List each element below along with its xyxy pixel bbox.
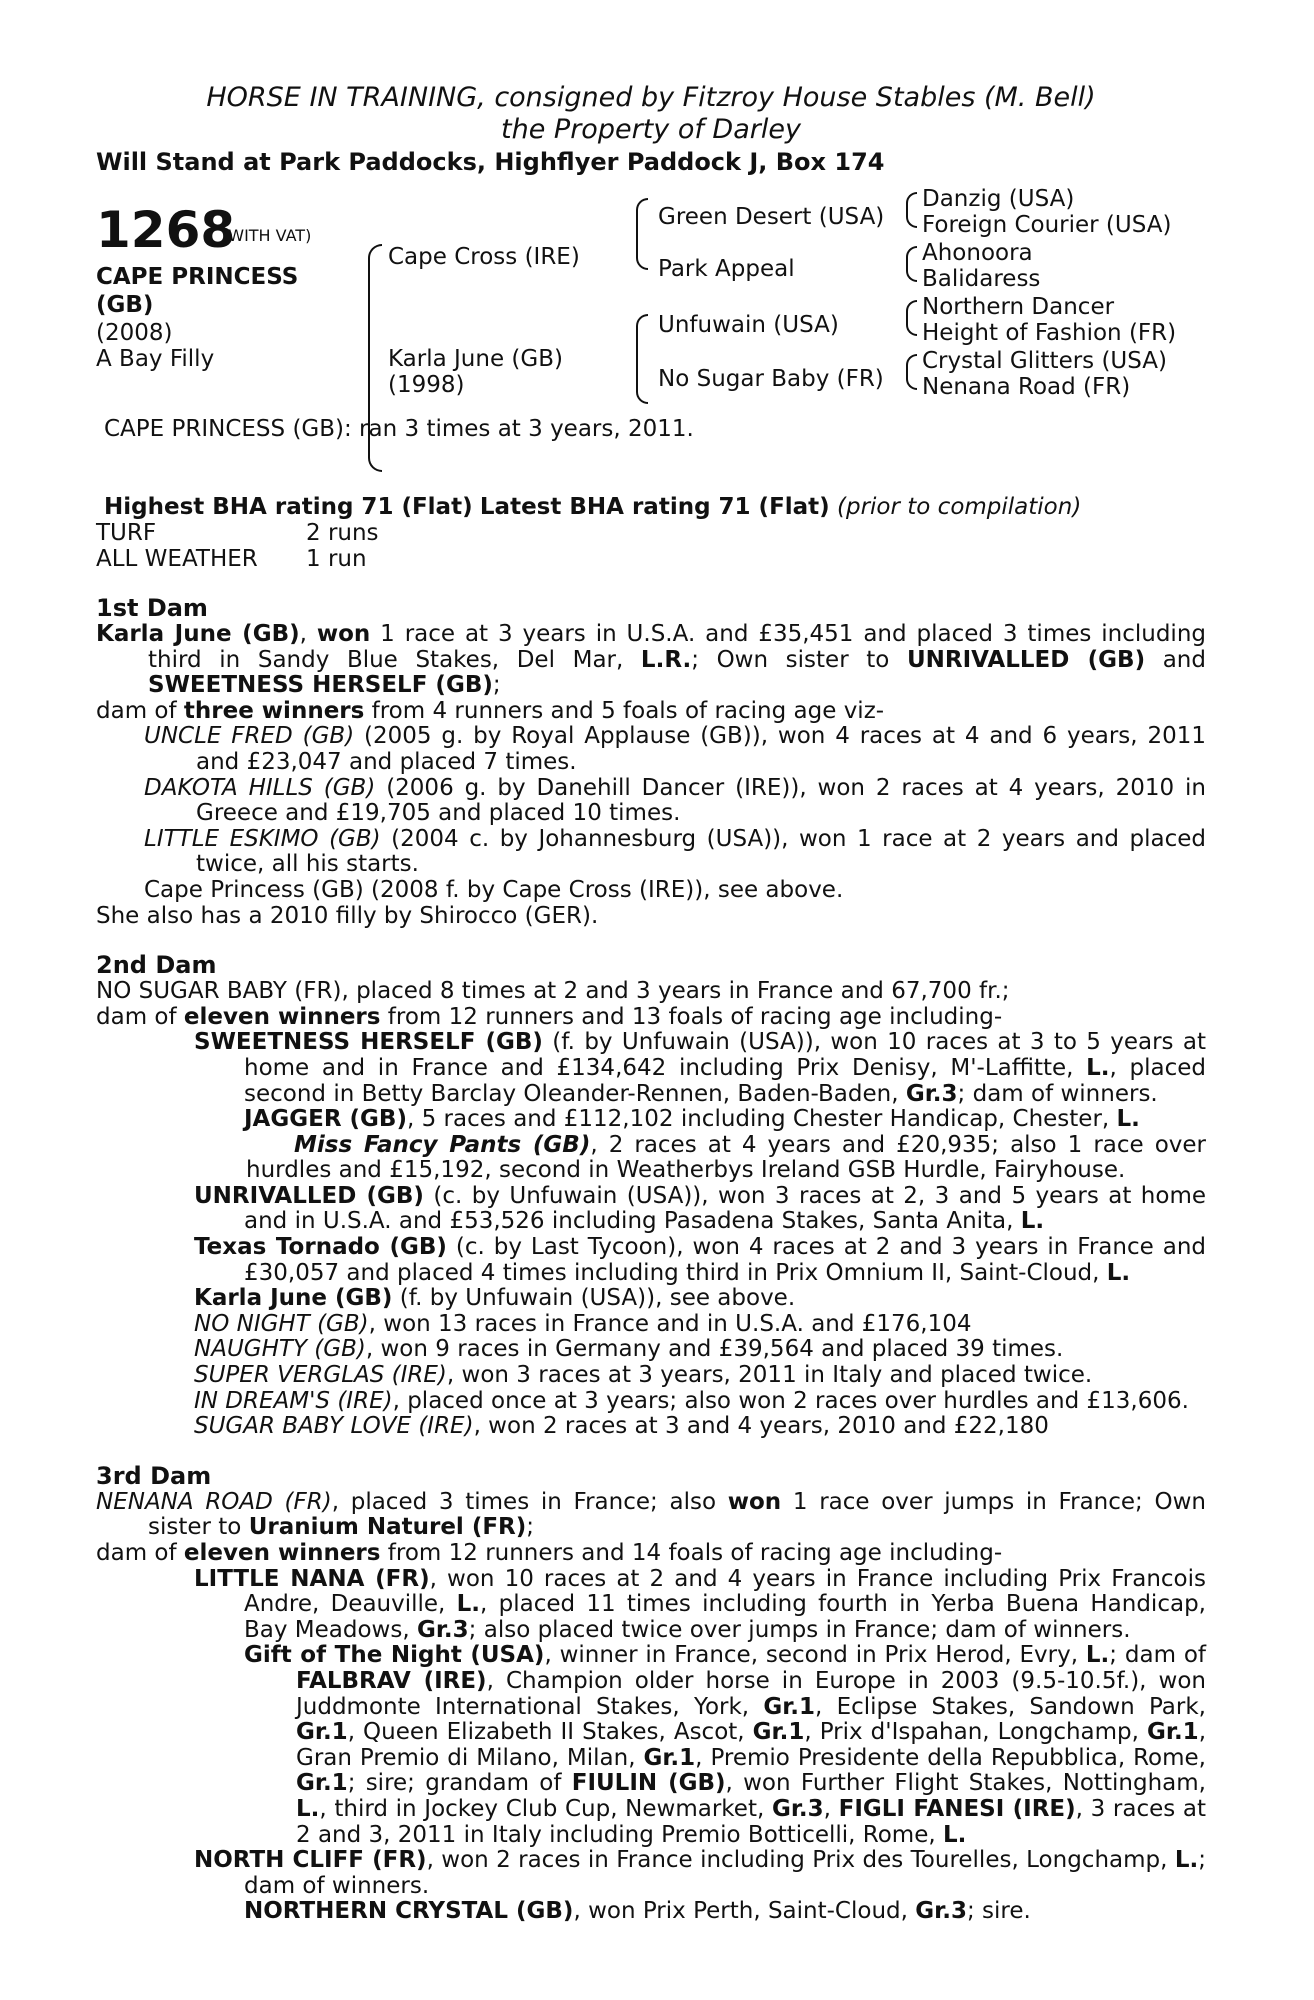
ggp-6: Height of Fashion (FR)	[922, 320, 1177, 346]
dam-of-rest: from 4 runners and 5 foals of racing age viz-	[364, 697, 885, 724]
turf-label: TURF	[96, 520, 157, 546]
gift-of-the-night-entry	[96, 1643, 1206, 1848]
turf-value: 2 runs	[306, 520, 379, 546]
offspring-1	[96, 724, 1206, 775]
offspring-2-name: DAKOTA HILLS (GB)	[144, 774, 376, 801]
miss-fancy-pants-entry	[96, 1133, 1206, 1184]
third-dam-produce	[96, 1541, 1206, 1567]
bracket-gg4	[906, 354, 917, 390]
sweetness-herself-entry	[96, 1030, 1206, 1107]
group-1: Gr.1	[296, 1719, 348, 1746]
aw-value: 1 run	[306, 546, 367, 572]
pedigree-block	[96, 186, 1206, 476]
listed: L.	[1116, 1106, 1140, 1133]
dam-of: dam of	[96, 1003, 184, 1030]
offspring-3-name: LITTLE ESKIMO (GB)	[144, 825, 381, 852]
texas-tornado: Texas Tornado (GB)	[194, 1234, 447, 1261]
bracket-gg1	[906, 192, 917, 228]
sugar-baby-love-entry	[96, 1414, 1206, 1440]
dam-record-text: 1 race at 3 years in U.S.A. and £35,451 and placed 3 times including third in Sandy Blue Stakes, Del Mar,	[148, 621, 1207, 673]
entry-text: ,	[823, 1795, 839, 1822]
falbrav: FALBRAV (IRE)	[296, 1667, 487, 1694]
gift-of-the-night: Gift of The Night (USA)	[244, 1642, 545, 1669]
listed: L.	[942, 1821, 967, 1848]
won-word: won	[316, 621, 371, 647]
and-text: and	[1145, 646, 1206, 673]
entry-text: , won Further Flight Stakes, Nottingham,	[725, 1770, 1206, 1797]
unrivalled-entry	[96, 1184, 1206, 1235]
dam-year: (1998)	[388, 372, 465, 398]
nenana-road: NENANA ROAD (FR)	[96, 1488, 332, 1515]
won-word: won	[727, 1488, 782, 1515]
offspring-1-text: (2005 g. by Royal Applause (GB)), won 4 races at 4 and 6 years, 2011 and £23,047 and placed 7 times.	[196, 723, 1206, 775]
consignor-line: HORSE IN TRAINING, consigned by Fitzroy House Stables (M. Bell)	[206, 82, 1096, 113]
listed-race: L.R.	[640, 646, 692, 673]
dam-of-rest: from 12 runners and 13 foals of racing age including-	[380, 1003, 1003, 1030]
listed: L.	[1106, 1259, 1131, 1286]
horse-year: (2008)	[96, 320, 173, 346]
uranium-naturel: Uranium Naturel (FR)	[248, 1514, 527, 1541]
catalogue-page	[96, 82, 1206, 1925]
entry-text: 1 race over jumps in France; Own sister to	[148, 1488, 1206, 1541]
listed: L.	[456, 1591, 481, 1618]
third-dam-heading: 3rd Dam	[96, 1461, 212, 1490]
offspring-2-text: (2006 g. by Danehill Dancer (IRE)), won 2 races at 4 years, 2010 in Greece and £19,705 and placed 10 times.	[196, 774, 1206, 827]
entry-text: , Prix d'Ispahan, Longchamp,	[804, 1719, 1147, 1746]
first-dam-produce	[96, 699, 1206, 725]
horse-description: A Bay Filly	[96, 346, 215, 372]
entry-text: , won 10 races at 2 and 4 years in France including Prix Francois Andre, Deauville,	[244, 1565, 1206, 1618]
dam-sire: Unfuwain (USA)	[658, 312, 839, 338]
sister-2: SWEETNESS HERSELF (GB)	[148, 672, 493, 699]
entry-text: , placed second in Betty Barclay Oleander-Rennen, Baden-Baden,	[244, 1054, 1206, 1107]
group-3: Gr.3	[771, 1795, 824, 1822]
highest-rating: Highest BHA rating 71 (Flat)	[104, 494, 473, 520]
ggp-5: Northern Dancer	[922, 294, 1115, 320]
fiulin: FIULIN (GB)	[571, 1770, 726, 1797]
listed: L.	[1086, 1054, 1110, 1081]
second-dam-produce	[96, 1005, 1206, 1031]
rating-note: (prior to compilation)	[837, 494, 1082, 520]
group-3: Gr.3	[416, 1616, 469, 1643]
sister-1: UNRIVALLED (GB)	[906, 646, 1146, 673]
entry-text: ; dam of winners.	[244, 1847, 1206, 1899]
ggp-7: Crystal Glitters (USA)	[922, 348, 1168, 374]
listed: L.	[1020, 1208, 1045, 1235]
lot-number: 1268	[96, 201, 236, 259]
bracket-gg2	[906, 246, 917, 282]
dam-of: dam of	[96, 697, 184, 724]
second-dam-heading: 2nd Dam	[96, 951, 217, 980]
entry-text: , Premio Presidente della Repubblica, Rome,	[695, 1744, 1206, 1771]
entry-text: , won 3 races at 3 years, 2011 in Italy and placed twice.	[446, 1362, 1093, 1389]
entry-text: , placed once at 3 years; also won 2 races over hurdles and £13,606.	[392, 1387, 1189, 1414]
dam-of: dam of	[96, 1540, 184, 1566]
no-night: NO NIGHT (GB)	[194, 1310, 369, 1337]
dam-name: Karla June (GB)	[388, 346, 563, 372]
listed: L.	[1174, 1847, 1199, 1874]
entry-text: , won 2 races in France including Prix des Tourelles, Longchamp,	[426, 1847, 1175, 1874]
ggp-1: Danzig (USA)	[922, 186, 1075, 212]
unrivalled: UNRIVALLED (GB)	[194, 1182, 424, 1209]
entry-text: , Gran Premio di Milano, Milan,	[296, 1719, 1206, 1771]
entry-text: , 2 races at 4 years and £20,935; also 1 race over hurdles and £15,192, second in Weatherbys Ireland GSB Hurdle, Fairyhouse.	[246, 1131, 1206, 1184]
ggp-2: Foreign Courier (USA)	[922, 212, 1172, 238]
entry-text: (f. by Unfuwain (USA)), won 10 races at 3 to 5 years at home and in France and £134,642 including Prix Denisy, M'-Laffitte,	[244, 1029, 1206, 1081]
dam-of-rest: from 12 runners and 14 foals of racing age including-	[380, 1540, 1003, 1566]
entry-text: , won Prix Perth, Saint-Cloud,	[573, 1898, 916, 1925]
third-dam-record	[96, 1490, 1206, 1541]
entry-text: ; dam of	[1109, 1642, 1207, 1669]
eleven-winners: eleven winners	[183, 1003, 381, 1030]
group-1: Gr.1	[752, 1719, 805, 1746]
ggp-3: Ahonoora	[922, 240, 1033, 266]
miss-fancy-pants: Miss Fancy Pants (GB)	[294, 1131, 591, 1158]
group-1: Gr.1	[763, 1693, 816, 1720]
bracket-sire	[636, 198, 648, 270]
sweetness-herself: SWEETNESS HERSELF (GB)	[194, 1029, 543, 1056]
semicolon: ;	[526, 1514, 535, 1541]
bracket-dam	[636, 314, 648, 404]
offspring-4: Cape Princess (GB) (2008 f. by Cape Cross (IRE)), see above.	[144, 876, 844, 903]
horse-name: CAPE PRINCESS	[96, 264, 299, 290]
offspring-2	[96, 776, 1206, 827]
sister-text: ; Own sister to	[691, 646, 907, 673]
stable-location: Will Stand at Park Paddocks, Highflyer Paddock J, Box 174	[96, 148, 885, 176]
all-weather-row	[96, 546, 1206, 572]
turf-row	[96, 520, 1206, 546]
no-night-entry	[96, 1312, 1206, 1338]
northern-crystal-entry	[96, 1899, 1206, 1925]
entry-text: ; sire; grandam of	[347, 1770, 572, 1797]
little-nana: LITTLE NANA (FR)	[194, 1565, 430, 1592]
rating-line	[96, 494, 1206, 520]
sugar-baby-love: SUGAR BABY LOVE (IRE)	[194, 1413, 474, 1440]
entry-text: ; also placed twice over jumps in France; dam of winners.	[468, 1616, 1131, 1643]
entry-text: , 5 races and £112,102 including Chester Handicap, Chester,	[406, 1106, 1117, 1133]
aw-label: ALL WEATHER	[96, 546, 258, 572]
north-cliff: NORTH CLIFF (FR)	[194, 1847, 427, 1874]
in-dreams: IN DREAM'S (IRE)	[194, 1387, 393, 1414]
group-1: Gr.1	[643, 1744, 696, 1771]
three-winners: three winners	[183, 697, 365, 724]
also-note: She also has a 2010 filly by Shirocco (GER).	[96, 902, 599, 929]
sire-dam: Park Appeal	[658, 256, 795, 282]
naughty-entry	[96, 1337, 1206, 1363]
karla-june-entry	[96, 1286, 1206, 1312]
group-3: Gr.3	[915, 1898, 967, 1925]
semicolon: ;	[492, 672, 501, 699]
naughty: NAUGHTY (GB)	[194, 1336, 366, 1363]
offspring-3-text: (2004 c. by Johannesburg (USA)), won 1 race at 2 years and placed twice, all his starts.	[196, 825, 1206, 878]
dam-name-bold: Karla June (GB)	[96, 621, 300, 647]
race-summary: CAPE PRINCESS (GB): ran 3 times at 3 years, 2011.	[104, 416, 694, 442]
first-dam-heading: 1st Dam	[96, 594, 208, 622]
listed: L.	[1085, 1642, 1110, 1669]
northern-crystal: NORTHERN CRYSTAL (GB)	[244, 1898, 574, 1925]
entry-text: , third in Jockey Club Cup, Newmarket,	[319, 1795, 772, 1822]
entry-text: , winner in France, second in Prix Herod, Evry,	[544, 1642, 1086, 1669]
entry-text: (c. by Last Tycoon), won 4 races at 2 and 3 years in France and £30,057 and placed 4 times including third in Prix Omnium II, Saint-Cloud,	[244, 1234, 1206, 1286]
group-1: Gr.1	[296, 1770, 348, 1797]
entry-text: , Champion older horse in Europe in 2003 (9.5-10.5f.), won Juddmonte International Stakes, York,	[296, 1667, 1206, 1720]
entry-text: (f. by Unfuwain (USA)), see above.	[392, 1285, 796, 1312]
entry-text: , won 9 races in Germany and £39,564 and placed 39 times.	[365, 1336, 1064, 1363]
vat-note: (WITH VAT)	[222, 226, 312, 245]
offspring-1-name: UNCLE FRED (GB)	[144, 723, 355, 750]
entry-text: , placed 3 times in France; also	[331, 1488, 728, 1515]
entry-text: , won 2 races at 3 and 4 years, 2010 and £22,180	[473, 1413, 1049, 1440]
listed: L.	[296, 1795, 320, 1822]
eleven-winners: eleven winners	[183, 1540, 381, 1566]
second-dam-record: NO SUGAR BABY (FR), placed 8 times at 2 and 3 years in France and 67,700 fr.;	[96, 978, 1010, 1005]
in-dreams-entry	[96, 1389, 1206, 1415]
little-nana-entry	[96, 1567, 1206, 1644]
super-verglas: SUPER VERGLAS (IRE)	[194, 1362, 447, 1389]
dam-dam: No Sugar Baby (FR)	[658, 366, 884, 392]
property-line: the Property of Darley	[501, 114, 801, 145]
ggp-8: Nenana Road (FR)	[922, 374, 1131, 400]
group-1: Gr.1	[1147, 1719, 1199, 1746]
ggp-4: Balidaress	[922, 266, 1041, 292]
first-dam-record: Karla June (GB), won 1 race at 3 years in U.S.A. and £35,451 and placed 3 times including third in Sandy Blue Stakes, Del Mar, L.R.; Own sister to UNRIVALLED (GB) and SWEETNESS HERSELF (GB);	[96, 621, 1207, 699]
entry-text: , won 13 races in France and in U.S.A. and £176,104	[368, 1310, 972, 1337]
entry-text: , placed 11 times including fourth in Yerba Buena Handicap, Bay Meadows,	[244, 1591, 1206, 1643]
bracket-gg3	[906, 300, 917, 336]
super-verglas-entry	[96, 1363, 1206, 1389]
entry-text: , Queen Elizabeth II Stakes, Ascot,	[347, 1719, 753, 1746]
texas-tornado-entry	[96, 1235, 1206, 1286]
entry-text: , 3 races at 2 and 3, 2011 in Italy including Premio Botticelli, Rome,	[296, 1795, 1206, 1848]
jagger-entry	[96, 1107, 1206, 1133]
entry-text: (c. by Unfuwain (USA)), won 3 races at 2, 3 and 5 years at home and in U.S.A. and £53,526 including Pasadena Stakes, Santa Anita,	[244, 1182, 1206, 1235]
sire-name: Cape Cross (IRE)	[388, 244, 580, 270]
latest-rating: Latest BHA rating 71 (Flat)	[479, 494, 830, 520]
north-cliff-entry	[96, 1848, 1206, 1899]
entry-text: , Eclipse Stakes, Sandown Park,	[815, 1693, 1206, 1720]
offspring-3	[96, 827, 1206, 878]
horse-country: (GB)	[96, 292, 154, 318]
figli-fanesi: FIGLI FANESI (IRE)	[838, 1795, 1076, 1822]
karla-june: Karla June (GB)	[194, 1285, 393, 1312]
jagger: JAGGER (GB)	[244, 1106, 407, 1133]
entry-text: ; dam of winners.	[957, 1080, 1158, 1107]
sire-sire: Green Desert (USA)	[658, 204, 885, 230]
entry-text: ; sire.	[966, 1898, 1031, 1925]
group-3: Gr.3	[905, 1080, 958, 1107]
